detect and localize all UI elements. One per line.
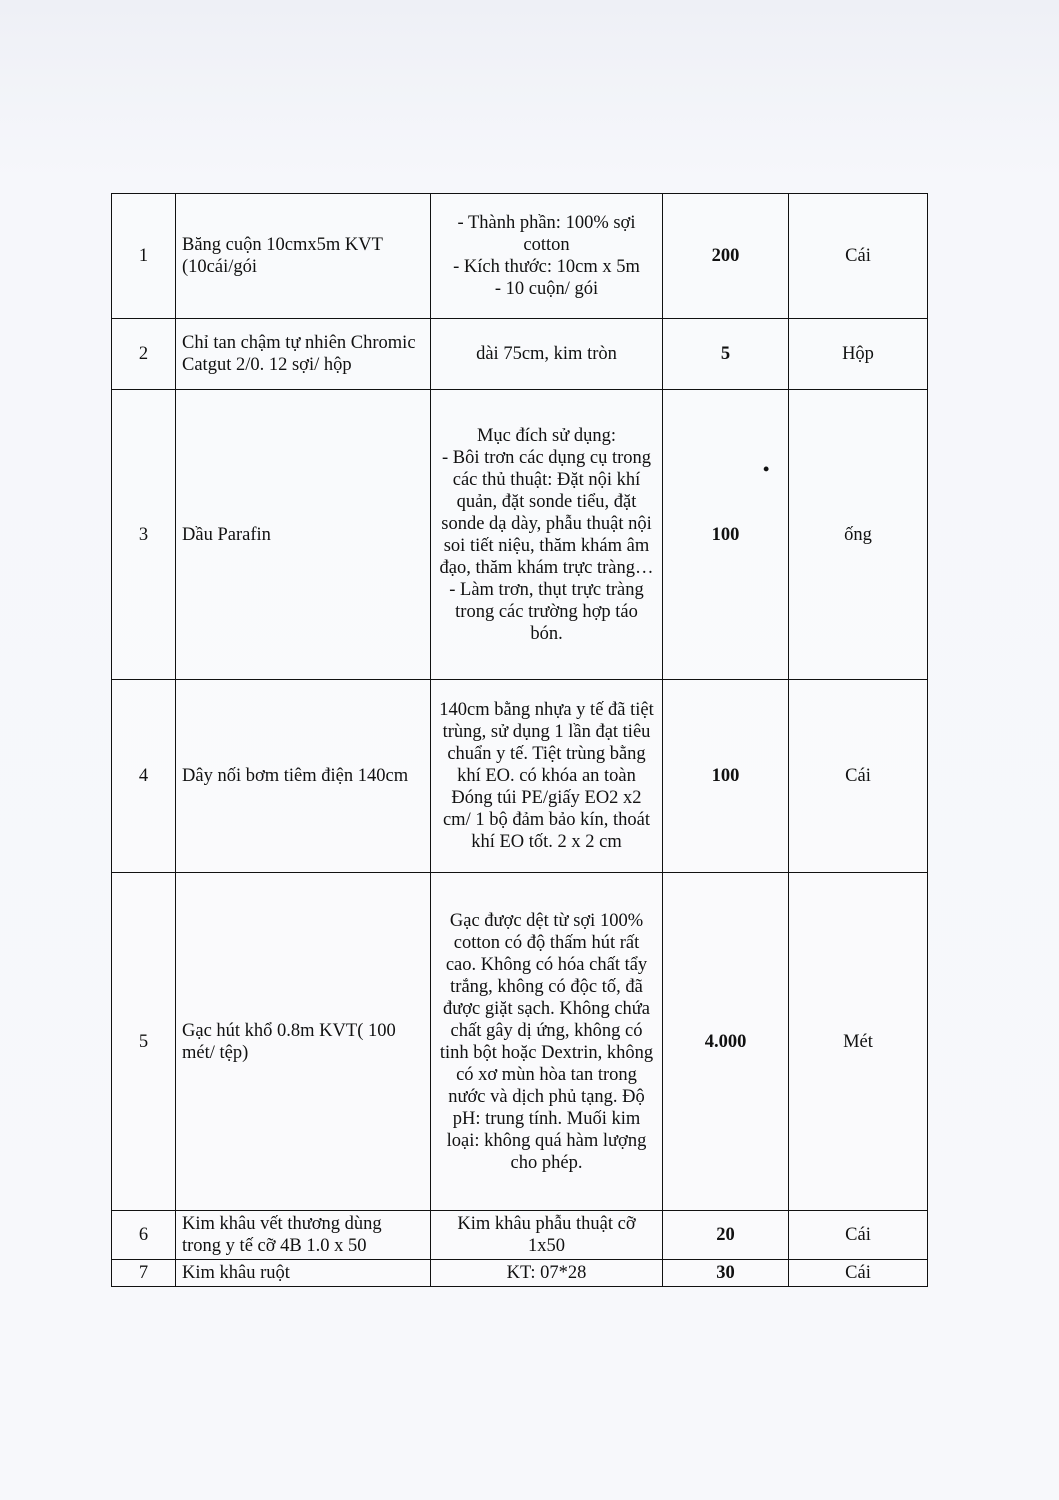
item-name: Kim khâu ruột	[176, 1260, 431, 1287]
row-number: 3	[112, 390, 176, 680]
item-spec: - Thành phần: 100% sợi cotton - Kích thước: 10cm x 5m - 10 cuộn/ gói	[431, 194, 663, 319]
table-row	[112, 319, 928, 390]
item-name: Dây nối bơm tiêm điện 140cm	[176, 680, 431, 873]
table-row	[112, 194, 928, 319]
table-row	[112, 873, 928, 1211]
item-spec: Gạc được dệt từ sợi 100% cotton có độ thấm hút rất cao. Không có hóa chất tẩy trắng, không có độc tố, đã được giặt sạch. Không chứa chất gây dị ứng, không có tinh bột hoặc Dextrin, không có xơ mùn hòa tan trong nước và dịch phủ tạng. Độ pH: trung tính. Muối kim loại: không quá hàm lượng cho phép.	[431, 873, 663, 1211]
table-row	[112, 390, 928, 680]
row-number: 1	[112, 194, 176, 319]
table-row	[112, 680, 928, 873]
row-number: 4	[112, 680, 176, 873]
table-row	[112, 1260, 928, 1287]
row-number: 2	[112, 319, 176, 390]
item-unit: Cái	[789, 680, 928, 873]
item-spec: dài 75cm, kim tròn	[431, 319, 663, 390]
item-spec: Kim khâu phẫu thuật cỡ 1x50	[431, 1211, 663, 1260]
item-unit: ống	[789, 390, 928, 680]
item-quantity: 100	[663, 390, 789, 680]
item-name: Gạc hút khổ 0.8m KVT( 100 mét/ tệp)	[176, 873, 431, 1211]
item-unit: Mét	[789, 873, 928, 1211]
item-unit: Cái	[789, 194, 928, 319]
item-unit: Hộp	[789, 319, 928, 390]
item-quantity: 100	[663, 680, 789, 873]
item-quantity: 4.000	[663, 873, 789, 1211]
supplies-table	[111, 193, 928, 1287]
item-name: Kim khâu vết thương dùng trong y tế cỡ 4B 1.0 x 50	[176, 1211, 431, 1260]
item-spec: 140cm bằng nhựa y tế đã tiệt trùng, sử dụng 1 lần đạt tiêu chuẩn y tế. Tiệt trùng bằng khí EO. có khóa an toàn Đóng túi PE/giấy EO2 x2 cm/ 1 bộ đảm bảo kín, thoát khí EO tốt. 2 x 2 cm	[431, 680, 663, 873]
item-unit: Cái	[789, 1260, 928, 1287]
item-spec: Mục đích sử dụng: - Bôi trơn các dụng cụ trong các thủ thuật: Đặt nội khí quản, đặt sonde tiểu, đặt sonde dạ dày, phẫu thuật nội soi tiết niệu, thăm khám âm đạo, thăm khám trực tràng… - Làm trơn, thụt trực tràng trong các trường hợp táo bón.	[431, 390, 663, 680]
item-quantity: 20	[663, 1211, 789, 1260]
item-name: Băng cuộn 10cmx5m KVT (10cái/gói	[176, 194, 431, 319]
row-number: 7	[112, 1260, 176, 1287]
row-number: 5	[112, 873, 176, 1211]
item-name: Dầu Parafin	[176, 390, 431, 680]
item-spec: KT: 07*28	[431, 1260, 663, 1287]
item-name: Chỉ tan chậm tự nhiên Chromic Catgut 2/0. 12 sợi/ hộp	[176, 319, 431, 390]
item-quantity: 30	[663, 1260, 789, 1287]
row-number: 6	[112, 1211, 176, 1260]
item-quantity: 200	[663, 194, 789, 319]
table-row	[112, 1211, 928, 1260]
item-quantity: 5	[663, 319, 789, 390]
stray-mark: •	[763, 459, 770, 479]
item-unit: Cái	[789, 1211, 928, 1260]
